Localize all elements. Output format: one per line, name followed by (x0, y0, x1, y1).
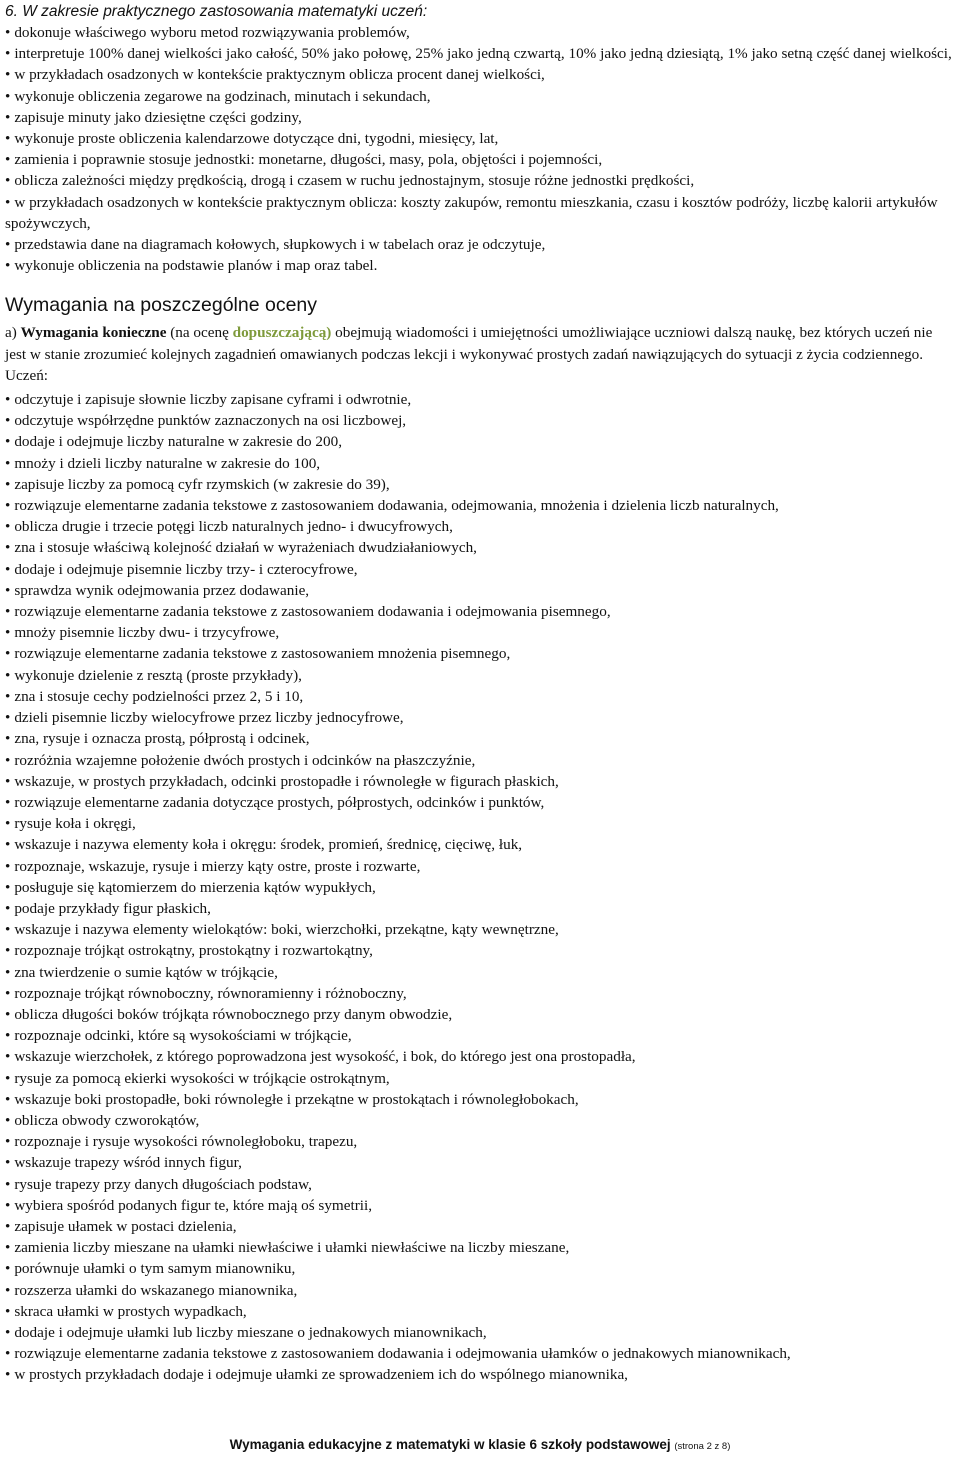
list-item (5, 1025, 954, 1046)
list-item (5, 1046, 954, 1067)
list-item-text: dodaje i odejmuje pisemnie liczby trzy- i czterocyfrowe, (14, 560, 358, 578)
list-item (5, 665, 954, 686)
list-item (5, 580, 954, 601)
bullet-icon: • (5, 899, 11, 917)
list-item-text: wykonuje obliczenia na podstawie planów i map oraz tabel. (14, 257, 378, 275)
bullet-icon: • (5, 560, 11, 578)
bullet-icon: • (5, 518, 11, 536)
list-item-text: rozpoznaje trójkąt ostrokątny, prostokątny i rozwartokątny, (14, 942, 373, 960)
list-item-text: odczytuje współrzędne punktów zaznaczonych na osi liczbowej, (14, 412, 407, 430)
list-item-text: podaje przykłady figur płaskich, (14, 899, 211, 917)
list-item-text: rozszerza ułamki do wskazanego mianownika, (14, 1281, 298, 1299)
bullet-icon: • (5, 24, 11, 41)
list-item (5, 1174, 954, 1195)
list-item-text: zapisuje minuty jako dziesiętne części godziny, (14, 108, 302, 126)
list-item-text: rozwiązuje elementarne zadania tekstowe z zastosowaniem dodawania i odejmowania ułamków o jednakowych mianownikach, (14, 1345, 791, 1363)
list-item (5, 813, 954, 834)
bullet-icon: • (5, 66, 11, 84)
requirements-title: Wymagania na poszczególne oceny (5, 294, 318, 317)
bullet-icon: • (5, 172, 11, 190)
bullet-icon: • (5, 921, 11, 939)
list-item (5, 1131, 954, 1152)
bullet-icon: • (5, 236, 11, 254)
list-item-text: rozwiązuje elementarne zadania tekstowe z zastosowaniem dodawania, odejmowania, mnożenia i dzielenia liczb naturalnych, (14, 497, 779, 515)
list-item-text: rozwiązuje elementarne zadania dotyczące prostych, półprostych, odcinków i punktów, (14, 793, 545, 811)
list-item-text: zamienia liczby mieszane na ułamki niewłaściwe i ułamki niewłaściwe na liczby mieszane, (14, 1239, 570, 1257)
list-item-text: zna i stosuje właściwą kolejność działań w wyrażeniach dwudziałaniowych, (14, 539, 477, 557)
list-item-text: mnoży i dzieli liczby naturalne w zakresie do 100, (14, 454, 321, 472)
list-item-text: skraca ułamki w prostych wypadkach, (14, 1302, 247, 1320)
list-item (5, 1237, 954, 1258)
bullet-icon: • (5, 433, 11, 451)
list-item (5, 537, 954, 558)
bullet-icon: • (5, 730, 11, 748)
list-item (5, 410, 954, 431)
list-item (5, 1195, 954, 1216)
list-item-text: wskazuje boki prostopadłe, boki równoległe i przekątne w prostokątach i równoległobokach, (14, 1090, 579, 1108)
list-item (5, 919, 954, 940)
bullet-icon: • (5, 963, 11, 981)
list-item (5, 601, 954, 622)
list-item (5, 86, 954, 107)
list-item-text: zapisuje ułamek w postaci dzielenia, (14, 1217, 237, 1235)
list-item (5, 983, 954, 1004)
list-item (5, 622, 954, 643)
list-item (5, 22, 954, 43)
list-item-text: dodaje i odejmuje ułamki lub liczby mieszane o jednakowych mianownikach, (14, 1323, 487, 1341)
list-item-text: posługuje się kątomierzem do mierzenia kątów wypukłych, (14, 878, 376, 896)
list-item-text: rozpoznaje, wskazuje, rysuje i mierzy kąty ostre, proste i rozwarte, (14, 857, 421, 875)
list-item-text: rozpoznaje i rysuje wysokości równoległoboku, trapezu, (14, 1133, 358, 1151)
page-indicator (674, 1441, 730, 1452)
list-item-text: zna, rysuje i oznacza prostą, półprostą i odcinek, (14, 730, 310, 748)
bullet-icon: • (5, 857, 11, 875)
bullet-icon: • (5, 1154, 11, 1172)
bullet-icon: • (5, 1366, 11, 1384)
list-item-text: oblicza zależności między prędkością, drogą i czasem w ruchu jednostajnym, stosuje różne jednostki prędkości, (14, 172, 695, 190)
bullet-icon: • (5, 666, 11, 684)
bullet-icon: • (5, 87, 11, 105)
bullet-icon: • (5, 1239, 11, 1257)
list-item-text: zamienia i poprawnie stosuje jednostki: monetarne, długości, masy, pola, objętości i pojemności, (14, 151, 603, 169)
list-item-text: zna twierdzenie o sumie kątów w trójkącie, (14, 963, 278, 981)
list-item-text: w przykładach osadzonych w kontekście praktycznym oblicza procent danej wielkości, (14, 66, 545, 84)
list-item-text: wykonuje obliczenia zegarowe na godzinach, minutach i sekundach, (14, 87, 431, 105)
list-item (5, 1364, 954, 1385)
bullet-icon: • (5, 391, 11, 409)
list-item (5, 1343, 954, 1364)
list-item (5, 1258, 954, 1279)
list-item-text: w przykładach osadzonych w kontekście praktycznym oblicza: koszty zakupów, remontu mieszkania, czasu i kosztów podróży, liczbę kalorii artykułów spożywczych, (5, 193, 938, 232)
list-item (5, 728, 954, 749)
page-sep: z (711, 1441, 722, 1452)
bullet-icon: • (5, 1175, 11, 1193)
bullet-icon: • (5, 1133, 11, 1151)
page-suffix: ) (727, 1441, 731, 1452)
list-item-text: wskazuje i nazywa elementy wielokątów: boki, wierzchołki, przekątne, kąty wewnętrzne, (14, 921, 559, 939)
bullet-icon: • (5, 687, 11, 705)
list-item (5, 495, 954, 516)
list-item-text: rozwiązuje elementarne zadania tekstowe z zastosowaniem dodawania i odejmowania pisemnego, (14, 603, 611, 621)
bullet-icon: • (5, 108, 11, 126)
bullet-icon: • (5, 412, 11, 430)
list-item (5, 1089, 954, 1110)
list-item-text: dokonuje właściwego wyboru metod rozwiązywania problemów, (14, 24, 410, 41)
list-item (5, 962, 954, 983)
list-item (5, 255, 954, 276)
list-item-text: odczytuje i zapisuje słownie liczby zapisane cyframi i odwrotnie, (14, 391, 412, 409)
list-item (5, 1110, 954, 1131)
list-item-text: porównuje ułamki o tym samym mianowniku, (14, 1260, 296, 1278)
bullet-icon: • (5, 193, 11, 211)
list-item (5, 431, 954, 452)
list-item-text: dzieli pisemnie liczby wielocyfrowe przez liczby jednocyfrowe, (14, 709, 404, 727)
bullet-icon: • (5, 624, 11, 642)
bullet-icon: • (5, 581, 11, 599)
bullet-icon: • (5, 942, 11, 960)
list-item-text: wybiera spośród podanych figur te, które mają oś symetrii, (14, 1196, 372, 1214)
bullet-icon: • (5, 1111, 11, 1129)
bullet-icon: • (5, 772, 11, 790)
list-item-text: rozwiązuje elementarne zadania tekstowe z zastosowaniem mnożenia pisemnego, (14, 645, 511, 663)
bullet-icon: • (5, 645, 11, 663)
bullet-icon: • (5, 257, 11, 275)
list-item (5, 474, 954, 495)
bullet-icon: • (5, 793, 11, 811)
student-label: Uczeń: (5, 366, 49, 384)
bullet-icon: • (5, 1260, 11, 1278)
list-item-text: rysuje za pomocą ekierki wysokości w trójkącie ostrokątnym, (14, 1069, 390, 1087)
section-heading: 6. W zakresie praktycznego zastosowania matematyki uczeń: (5, 3, 428, 20)
list-item-text: mnoży pisemnie liczby dwu- i trzycyfrowe, (14, 624, 280, 642)
bullet-icon: • (5, 815, 11, 833)
list-item-text: interpretuje 100% danej wielkości jako całość, 50% jako połowę, 25% jako jedną czwartą, 10% jako jedną dziesiątą, 1% jako setną część danej wielkości, (14, 45, 952, 63)
list-item (5, 834, 954, 855)
list-item-text: przedstawia dane na diagramach kołowych, słupkowych i w tabelach oraz je odczytuje, (14, 236, 546, 254)
intro-mid: (na ocenę (166, 324, 233, 342)
list-item (5, 64, 954, 85)
list-item-text: zna i stosuje cechy podzielności przez 2, 5 i 10, (14, 687, 304, 705)
intro-rest: obejmują wiadomości i umiejętności umożliwiające uczniowi dalszą naukę, bez których uczeń nie jest w stanie zrozumieć kolejnych zagadnień omawianych podczas lekcji i wykonywać prostych zadań nawiązujących do sytuacji z życia codziennego. (5, 324, 933, 363)
bullet-icon: • (5, 151, 11, 169)
list-item (5, 771, 954, 792)
list-item-text: wskazuje, w prostych przykładach, odcinki prostopadłe i równoległe w figurach płaskich, (14, 772, 559, 790)
list-item (5, 1004, 954, 1025)
list-item (5, 516, 954, 537)
bullet-icon: • (5, 878, 11, 896)
list-item-text: w prostych przykładach dodaje i odejmuje ułamki ze sprowadzeniem ich do wspólnego mianownika, (14, 1366, 628, 1384)
bullet-icon: • (5, 751, 11, 769)
list-item (5, 750, 954, 771)
bullet-icon: • (5, 1027, 11, 1045)
list-item (5, 792, 954, 813)
list-item (5, 1216, 954, 1237)
list-item-text: wskazuje wierzchołek, z którego poprowadzona jest wysokość, i bok, do którego jest ona prostopadła, (14, 1048, 636, 1066)
list-item-text: rozpoznaje odcinki, które są wysokościami w trójkącie, (14, 1027, 352, 1045)
list-item (5, 1322, 954, 1343)
bullet-icon: • (5, 1196, 11, 1214)
requirements-intro (5, 322, 954, 364)
list-item-text: dodaje i odejmuje liczby naturalne w zakresie do 200, (14, 433, 343, 451)
list-item (5, 192, 954, 234)
list-item (5, 898, 954, 919)
grade-name: dopuszczającą) (232, 324, 332, 342)
footer-text: Wymagania edukacyjne z matematyki w klasie 6 szkoły podstawowej (229, 1437, 671, 1452)
list-item-text: oblicza obwody czworokątów, (14, 1111, 200, 1129)
list-item-text: sprawdza wynik odejmowania przez dodawanie, (14, 581, 310, 599)
page-total: 8 (721, 1441, 728, 1452)
bullet-icon: • (5, 1323, 11, 1341)
bullet-icon: • (5, 497, 11, 515)
bullet-icon: • (5, 603, 11, 621)
bullet-icon: • (5, 984, 11, 1002)
list-item (5, 234, 954, 255)
bullet-icon: • (5, 130, 11, 148)
bullet-icon: • (5, 475, 11, 493)
section6-list (5, 22, 954, 276)
bullet-icon: • (5, 709, 11, 727)
requirements-list (5, 389, 954, 1386)
list-item (5, 559, 954, 580)
list-item (5, 707, 954, 728)
bullet-icon: • (5, 45, 11, 63)
list-item (5, 643, 954, 664)
list-item (5, 389, 954, 410)
bullet-icon: • (5, 836, 11, 854)
list-item-text: wskazuje trapezy wśród innych figur, (14, 1154, 242, 1172)
bullet-icon: • (5, 1345, 11, 1363)
bullet-icon: • (5, 1281, 11, 1299)
list-item-text: wskazuje i nazywa elementy koła i okręgu: środek, promień, średnicę, cięciwę, łuk, (14, 836, 523, 854)
intro-bold: Wymagania konieczne (20, 324, 167, 342)
page-number: 2 (706, 1441, 712, 1452)
list-item (5, 170, 954, 191)
list-item (5, 686, 954, 707)
list-item (5, 856, 954, 877)
list-item-text: zapisuje liczby za pomocą cyfr rzymskich (w zakresie do 39), (14, 475, 390, 493)
list-item (5, 1280, 954, 1301)
list-item (5, 149, 954, 170)
page-prefix: (strona (674, 1441, 707, 1452)
bullet-icon: • (5, 1048, 11, 1066)
list-item-text: oblicza drugie i trzecie potęgi liczb naturalnych jedno- i dwucyfrowych, (14, 518, 453, 536)
list-item (5, 877, 954, 898)
bullet-icon: • (5, 454, 11, 472)
list-item-text: wykonuje proste obliczenia kalendarzowe dotyczące dni, tygodni, miesięcy, lat, (14, 130, 499, 148)
list-item-text: wykonuje dzielenie z resztą (proste przykłady), (14, 666, 302, 684)
list-item-text: oblicza długości boków trójkąta równobocznego przy danym obwodzie, (14, 1005, 453, 1023)
list-item (5, 128, 954, 149)
page-footer (0, 1436, 960, 1456)
intro-prefix: a) (5, 324, 21, 342)
list-item (5, 107, 954, 128)
list-item-text: rozróżnia wzajemne położenie dwóch prostych i odcinków na płaszczyźnie, (14, 751, 476, 769)
list-item-text: rysuje trapezy przy danych długościach podstaw, (14, 1175, 312, 1193)
bullet-icon: • (5, 539, 11, 557)
bullet-icon: • (5, 1090, 11, 1108)
bullet-icon: • (5, 1069, 11, 1087)
list-item-text: rozpoznaje trójkąt równoboczny, równoramienny i różnoboczny, (14, 984, 407, 1002)
list-item (5, 940, 954, 961)
list-item (5, 1152, 954, 1173)
list-item (5, 43, 954, 64)
bullet-icon: • (5, 1302, 11, 1320)
list-item (5, 1068, 954, 1089)
bullet-icon: • (5, 1005, 11, 1023)
list-item (5, 1301, 954, 1322)
list-item (5, 453, 954, 474)
list-item-text: rysuje koła i okręgi, (14, 815, 136, 833)
bullet-icon: • (5, 1217, 11, 1235)
